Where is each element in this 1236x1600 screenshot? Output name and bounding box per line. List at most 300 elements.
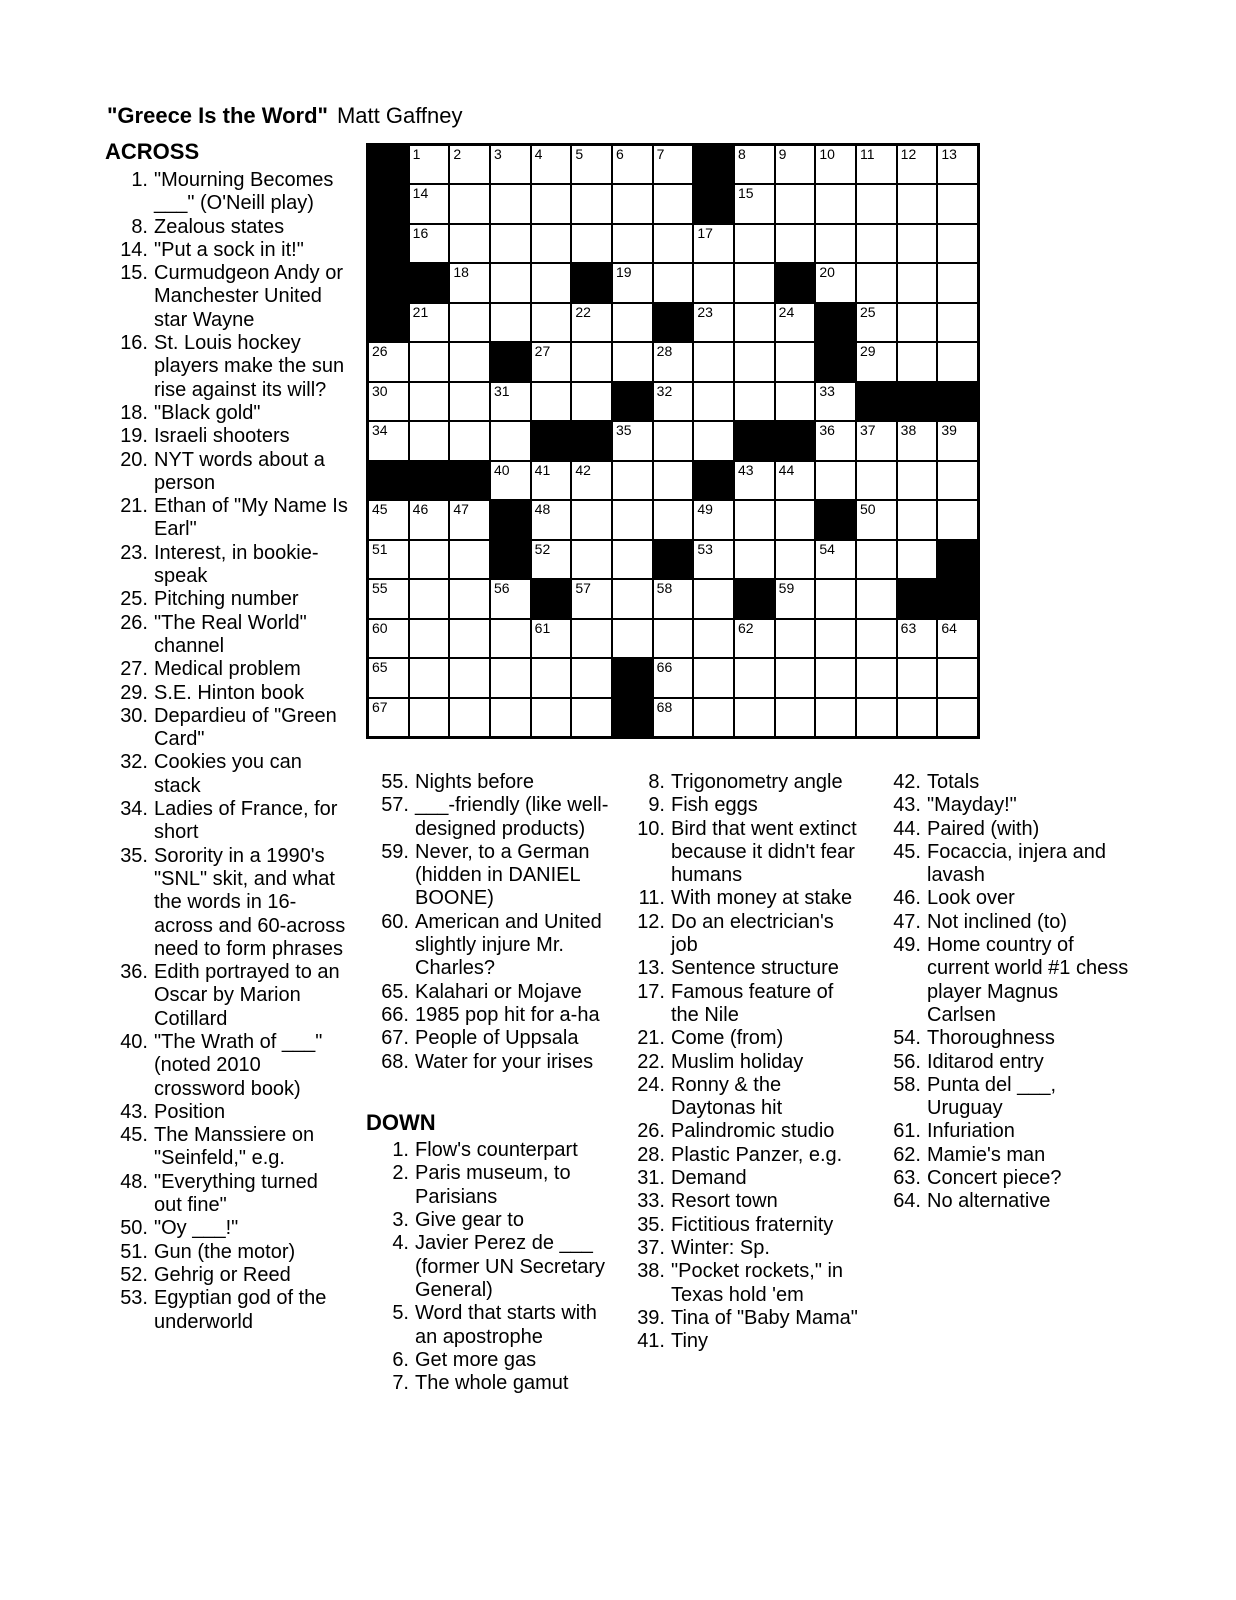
grid-cell — [571, 500, 612, 539]
grid-cell — [653, 421, 694, 460]
clue-item — [105, 542, 348, 589]
clue-item — [105, 425, 348, 448]
clue-text: Ladies of France, for short — [154, 798, 338, 844]
grid-cell-black — [815, 303, 856, 342]
clue-number: 34. — [120, 798, 148, 821]
grid-cell — [653, 184, 694, 223]
grid-cell-black — [653, 303, 694, 342]
clue-item — [366, 1162, 618, 1209]
grid-cell — [531, 224, 572, 263]
grid-cell — [531, 184, 572, 223]
clue-text: Mamie's man — [927, 1143, 1046, 1166]
clue-text: Give gear to — [415, 1209, 524, 1232]
clue-text: Fish eggs — [671, 794, 758, 817]
grid-cell — [937, 303, 978, 342]
grid-cell — [449, 224, 490, 263]
grid-cell — [775, 342, 816, 381]
grid-cell — [531, 145, 572, 184]
grid-cell — [693, 579, 734, 618]
cell-number: 53 — [697, 540, 713, 557]
clue-number: 24. — [637, 1073, 665, 1096]
grid-cell — [897, 658, 938, 697]
grid-cell — [368, 579, 409, 618]
across-heading: ACROSS — [105, 139, 200, 164]
clue-text: Zealous states — [154, 215, 285, 238]
grid-cell — [531, 540, 572, 579]
clue-text: Punta del ___, Uruguay — [927, 1073, 1056, 1120]
cell-number: 6 — [616, 146, 624, 162]
clue-number: 58. — [893, 1073, 921, 1096]
bottom-column-3 — [878, 771, 1130, 1214]
cell-number: 55 — [372, 580, 388, 597]
grid-cell — [856, 579, 897, 618]
grid-cell-black — [490, 500, 531, 539]
grid-cell — [612, 461, 653, 500]
clue-text: Concert piece? — [927, 1167, 1062, 1190]
clue-number: 10. — [637, 817, 665, 840]
grid-cell — [571, 303, 612, 342]
clue-item — [105, 495, 348, 542]
grid-cell — [571, 342, 612, 381]
grid-cell — [571, 658, 612, 697]
grid-cell — [449, 658, 490, 697]
clue-number: 28. — [637, 1143, 665, 1166]
clue-number: 26. — [637, 1120, 665, 1143]
clue-item — [105, 1287, 348, 1334]
clue-text: "Put a sock in it!" — [154, 238, 304, 261]
clue-number: 41. — [637, 1330, 665, 1353]
clue-item — [878, 794, 1130, 817]
puzzle-title: "Greece Is the Word" — [107, 103, 328, 128]
clue-text: Interest, in bookie-speak — [154, 541, 319, 588]
grid-cell — [856, 184, 897, 223]
grid-cell — [856, 224, 897, 263]
clue-item — [105, 612, 348, 659]
clue-number: 8. — [648, 771, 665, 793]
clue-number: 27. — [120, 658, 148, 681]
grid-cell — [815, 579, 856, 618]
clue-number: 39. — [637, 1306, 665, 1329]
clue-item — [105, 239, 348, 262]
clue-item — [878, 1167, 1130, 1190]
clue-item — [105, 169, 348, 216]
grid-cell — [490, 658, 531, 697]
clue-item — [366, 794, 618, 841]
clue-text: Fictitious fraternity — [671, 1213, 834, 1236]
clue-text: People of Uppsala — [415, 1027, 579, 1050]
grid-cell — [775, 619, 816, 658]
clue-text: Get more gas — [415, 1348, 537, 1371]
clue-number: 68. — [381, 1050, 409, 1073]
clue-item — [622, 887, 866, 910]
cell-number: 52 — [534, 540, 551, 557]
page-header — [107, 103, 463, 129]
clue-number: 16. — [120, 332, 148, 355]
clue-text: The whole gamut — [415, 1372, 569, 1395]
grid-cell — [937, 342, 978, 381]
grid-cell-black — [693, 145, 734, 184]
clue-number: 45. — [120, 1124, 148, 1147]
clue-number: 12. — [637, 910, 665, 933]
cell-number: 68 — [656, 698, 673, 715]
grid-cell-black — [693, 461, 734, 500]
cell-number: 8 — [738, 146, 746, 162]
grid-cell — [734, 500, 775, 539]
grid-cell — [490, 421, 531, 460]
grid-cell-black — [775, 263, 816, 302]
clue-number: 48. — [120, 1170, 148, 1193]
clue-number: 43. — [893, 794, 921, 817]
clue-number: 3. — [392, 1209, 409, 1232]
down-clues-list-1 — [366, 1139, 618, 1395]
grid-cell — [612, 540, 653, 579]
grid-cell — [815, 184, 856, 223]
grid-cell — [815, 382, 856, 421]
grid-cell — [815, 224, 856, 263]
grid-cell — [897, 540, 938, 579]
grid-cell — [449, 342, 490, 381]
grid-cell-black — [612, 382, 653, 421]
grid-cell — [653, 382, 694, 421]
grid-cell — [653, 342, 694, 381]
cell-number: 56 — [494, 580, 510, 597]
clue-text: Iditarod entry — [927, 1050, 1044, 1073]
grid-cell — [937, 500, 978, 539]
clue-item — [366, 1027, 618, 1050]
grid-cell — [490, 184, 531, 223]
clue-text: Nights before — [415, 771, 534, 793]
clue-text: Edith portrayed to an Oscar by Marion Cotillard — [154, 961, 340, 1030]
cell-number: 5 — [575, 146, 584, 162]
clue-number: 49. — [893, 934, 921, 957]
clue-number: 62. — [893, 1143, 921, 1166]
clue-text: "The Real World" channel — [154, 611, 307, 657]
clue-text: "Black gold" — [154, 401, 261, 424]
cell-number: 22 — [575, 303, 591, 320]
clue-text: Palindromic studio — [671, 1120, 835, 1143]
grid-cell — [449, 421, 490, 460]
clue-number: 35. — [637, 1213, 665, 1236]
clue-number: 61. — [893, 1120, 921, 1143]
clue-number: 23. — [120, 541, 148, 564]
clue-item — [622, 818, 866, 888]
clue-item — [878, 1144, 1130, 1167]
grid-cell — [775, 500, 816, 539]
clue-text: "Mayday!" — [927, 794, 1017, 817]
clue-text: Position — [154, 1100, 226, 1123]
clue-text: Focaccia, injera and lavash — [927, 840, 1106, 887]
clue-text: Winter: Sp. — [671, 1236, 770, 1259]
clue-number: 53. — [120, 1287, 148, 1310]
grid-cell — [937, 421, 978, 460]
clue-item — [878, 818, 1130, 841]
clue-item — [366, 1302, 618, 1349]
grid-cell — [571, 382, 612, 421]
grid-cell-black — [531, 421, 572, 460]
grid-cell-black — [815, 342, 856, 381]
clue-item — [366, 841, 618, 911]
cell-number: 47 — [453, 501, 469, 518]
clue-number: 60. — [381, 910, 409, 933]
grid-cell — [531, 263, 572, 302]
grid-cell — [693, 698, 734, 737]
clue-number: 1. — [131, 169, 148, 191]
grid-cell — [775, 461, 816, 500]
clue-text: Muslim holiday — [671, 1050, 804, 1073]
grid-cell — [856, 540, 897, 579]
clue-number: 18. — [120, 401, 148, 424]
clue-number: 15. — [120, 262, 148, 285]
grid-cell — [571, 224, 612, 263]
grid-cell — [531, 461, 572, 500]
grid-cell — [449, 698, 490, 737]
clue-number: 29. — [120, 681, 148, 704]
grid-cell-black — [897, 579, 938, 618]
clue-text: Israeli shooters — [154, 425, 290, 448]
grid-cell-black — [734, 421, 775, 460]
grid-cell — [815, 145, 856, 184]
grid-cell — [815, 263, 856, 302]
grid-cell — [775, 382, 816, 421]
grid-cell — [734, 540, 775, 579]
clue-number: 6. — [392, 1348, 409, 1371]
grid-cell-black — [693, 184, 734, 223]
clue-text: Bird that went extinct because it didn't fear humans — [671, 817, 857, 887]
grid-cell — [531, 382, 572, 421]
clue-text: "The Wrath of ___" (noted 2010 crossword book) — [154, 1030, 323, 1100]
bottom-column-1 — [366, 771, 618, 1395]
clue-text: Medical problem — [154, 658, 301, 681]
clue-number: 5. — [392, 1302, 409, 1325]
clue-item — [105, 332, 348, 402]
grid-cell — [409, 698, 450, 737]
clue-number: 45. — [893, 840, 921, 863]
clue-number: 8. — [131, 215, 148, 238]
grid-cell — [775, 658, 816, 697]
grid-cell — [897, 342, 938, 381]
clue-number: 37. — [637, 1236, 665, 1259]
clue-item — [105, 658, 348, 681]
clue-item — [622, 911, 866, 958]
grid-cell — [612, 342, 653, 381]
clue-text: Javier Perez de ___ (former UN Secretary General) — [415, 1232, 606, 1301]
cell-number: 65 — [372, 659, 388, 676]
clue-number: 1. — [392, 1139, 409, 1162]
grid-cell — [409, 303, 450, 342]
grid-cell — [653, 658, 694, 697]
grid-cell-black — [531, 579, 572, 618]
grid-cell-black — [856, 382, 897, 421]
clue-item — [622, 1260, 866, 1307]
grid-cell — [815, 698, 856, 737]
grid-cell-black — [815, 500, 856, 539]
grid-cell-black — [368, 461, 409, 500]
grid-cell — [815, 658, 856, 697]
grid-cell — [531, 342, 572, 381]
grid-cell — [734, 461, 775, 500]
grid-cell — [368, 382, 409, 421]
cell-number: 36 — [819, 422, 835, 439]
cell-number: 14 — [412, 185, 429, 202]
grid-cell — [856, 619, 897, 658]
clue-number: 33. — [637, 1190, 665, 1213]
clue-item — [622, 1120, 866, 1143]
clue-text: Flow's counterpart — [415, 1139, 578, 1162]
clue-item — [366, 1372, 618, 1395]
clue-text: "Everything turned out fine" — [154, 1170, 318, 1217]
clue-number: 44. — [893, 817, 921, 840]
cell-number: 35 — [616, 422, 632, 439]
grid-cell — [937, 224, 978, 263]
clue-number: 21. — [120, 495, 148, 518]
grid-cell — [409, 382, 450, 421]
grid-cell — [368, 698, 409, 737]
clue-text: St. Louis hockey players make the sun rise against its will? — [154, 332, 345, 401]
grid-cell — [734, 303, 775, 342]
clue-text: Word that starts with an apostrophe — [415, 1302, 597, 1348]
grid-cell — [490, 619, 531, 658]
clue-text: Depardieu of "Green Card" — [154, 704, 337, 751]
grid-cell — [409, 658, 450, 697]
clue-number: 25. — [120, 588, 148, 611]
clue-text: Trigonometry angle — [671, 771, 843, 793]
clue-item — [105, 751, 348, 798]
cell-number: 57 — [575, 580, 591, 597]
clue-item — [366, 911, 618, 981]
grid-cell — [490, 461, 531, 500]
clue-number: 22. — [637, 1050, 665, 1073]
cell-number: 46 — [412, 501, 429, 518]
clue-number: 17. — [637, 980, 665, 1003]
grid-cell — [490, 382, 531, 421]
grid-cell — [775, 540, 816, 579]
clue-number: 7. — [392, 1372, 409, 1395]
grid-cell — [409, 500, 450, 539]
grid-cell-black — [368, 224, 409, 263]
clue-text: Thoroughness — [927, 1027, 1055, 1050]
grid-cell — [775, 224, 816, 263]
grid-cell-black — [612, 698, 653, 737]
clue-text: Pitching number — [154, 588, 299, 611]
grid-cell — [775, 303, 816, 342]
clue-text: Water for your irises — [415, 1050, 594, 1073]
cell-number: 50 — [860, 501, 876, 518]
clue-text: Demand — [671, 1167, 747, 1190]
grid-cell — [856, 145, 897, 184]
clue-item — [366, 1004, 618, 1027]
grid-cell — [856, 658, 897, 697]
clue-text: S.E. Hinton book — [154, 681, 305, 704]
grid-cell-black — [409, 263, 450, 302]
grid-cell — [775, 698, 816, 737]
clue-item — [366, 1051, 618, 1074]
clue-text: "Mourning Becomes ___" (O'Neill play) — [154, 169, 334, 215]
grid-cell-black — [409, 461, 450, 500]
cell-number: 28 — [656, 343, 673, 360]
down-heading: DOWN — [366, 1109, 436, 1135]
grid-cell — [937, 658, 978, 697]
cell-number: 49 — [697, 501, 713, 518]
clue-item — [622, 1214, 866, 1237]
clue-text: Home country of current world #1 chess player Magnus Carlsen — [927, 934, 1129, 1026]
grid-cell — [531, 658, 572, 697]
grid-cell — [856, 500, 897, 539]
grid-cell — [897, 500, 938, 539]
grid-cell-black — [937, 382, 978, 421]
grid-cell — [449, 500, 490, 539]
grid-cell — [368, 342, 409, 381]
grid-cell-black — [571, 421, 612, 460]
cell-number: 32 — [656, 382, 673, 399]
grid-cell — [490, 224, 531, 263]
clue-item — [105, 449, 348, 496]
clue-number: 54. — [893, 1027, 921, 1050]
clue-item — [622, 1144, 866, 1167]
clue-item — [878, 1027, 1130, 1050]
clue-text: "Pocket rockets," in Texas hold 'em — [671, 1260, 844, 1306]
cell-number: 1 — [412, 146, 421, 162]
cell-number: 29 — [860, 343, 876, 360]
grid-cell — [937, 145, 978, 184]
clue-text: Tina of "Baby Mama" — [671, 1306, 858, 1329]
grid-cell — [897, 461, 938, 500]
cell-number: 10 — [819, 146, 835, 162]
clue-number: 55. — [381, 771, 409, 793]
grid-cell — [409, 145, 450, 184]
grid-cell — [531, 303, 572, 342]
clue-number: 4. — [392, 1232, 409, 1255]
clue-number: 63. — [893, 1167, 921, 1190]
clue-text: NYT words about a person — [154, 448, 325, 494]
clue-number: 67. — [381, 1027, 409, 1050]
grid-cell — [571, 461, 612, 500]
clue-text: ___-friendly (like well-designed products) — [415, 794, 609, 840]
clue-text: "Oy ___!" — [154, 1217, 239, 1240]
clue-text: Never, to a German (hidden in DANIEL BOONE) — [415, 840, 590, 910]
cell-number: 9 — [778, 146, 787, 162]
grid-cell — [368, 421, 409, 460]
clue-item — [622, 794, 866, 817]
grid-cell — [653, 145, 694, 184]
clue-number: 13. — [637, 957, 665, 980]
clue-text: Cookies you can stack — [154, 751, 302, 797]
cell-number: 31 — [494, 382, 510, 399]
grid-cell — [856, 342, 897, 381]
grid-cell — [937, 461, 978, 500]
clue-text: Paired (with) — [927, 817, 1040, 840]
grid-cell — [368, 540, 409, 579]
grid-cell — [653, 500, 694, 539]
grid-cell — [734, 263, 775, 302]
grid-cell — [449, 579, 490, 618]
grid-cell-black — [368, 145, 409, 184]
clue-item — [105, 845, 348, 961]
grid-cell-black — [734, 579, 775, 618]
grid-cell — [612, 500, 653, 539]
cell-number: 41 — [534, 461, 551, 478]
grid-cell-black — [937, 579, 978, 618]
clue-text: Look over — [927, 887, 1015, 910]
grid-cell — [775, 184, 816, 223]
grid-cell — [734, 698, 775, 737]
clue-item — [366, 1139, 618, 1162]
clue-text: Totals — [927, 771, 980, 793]
cell-number: 3 — [494, 146, 502, 162]
clue-item — [622, 771, 866, 794]
grid-cell — [734, 342, 775, 381]
grid-cell — [449, 382, 490, 421]
clue-item — [878, 1120, 1130, 1143]
